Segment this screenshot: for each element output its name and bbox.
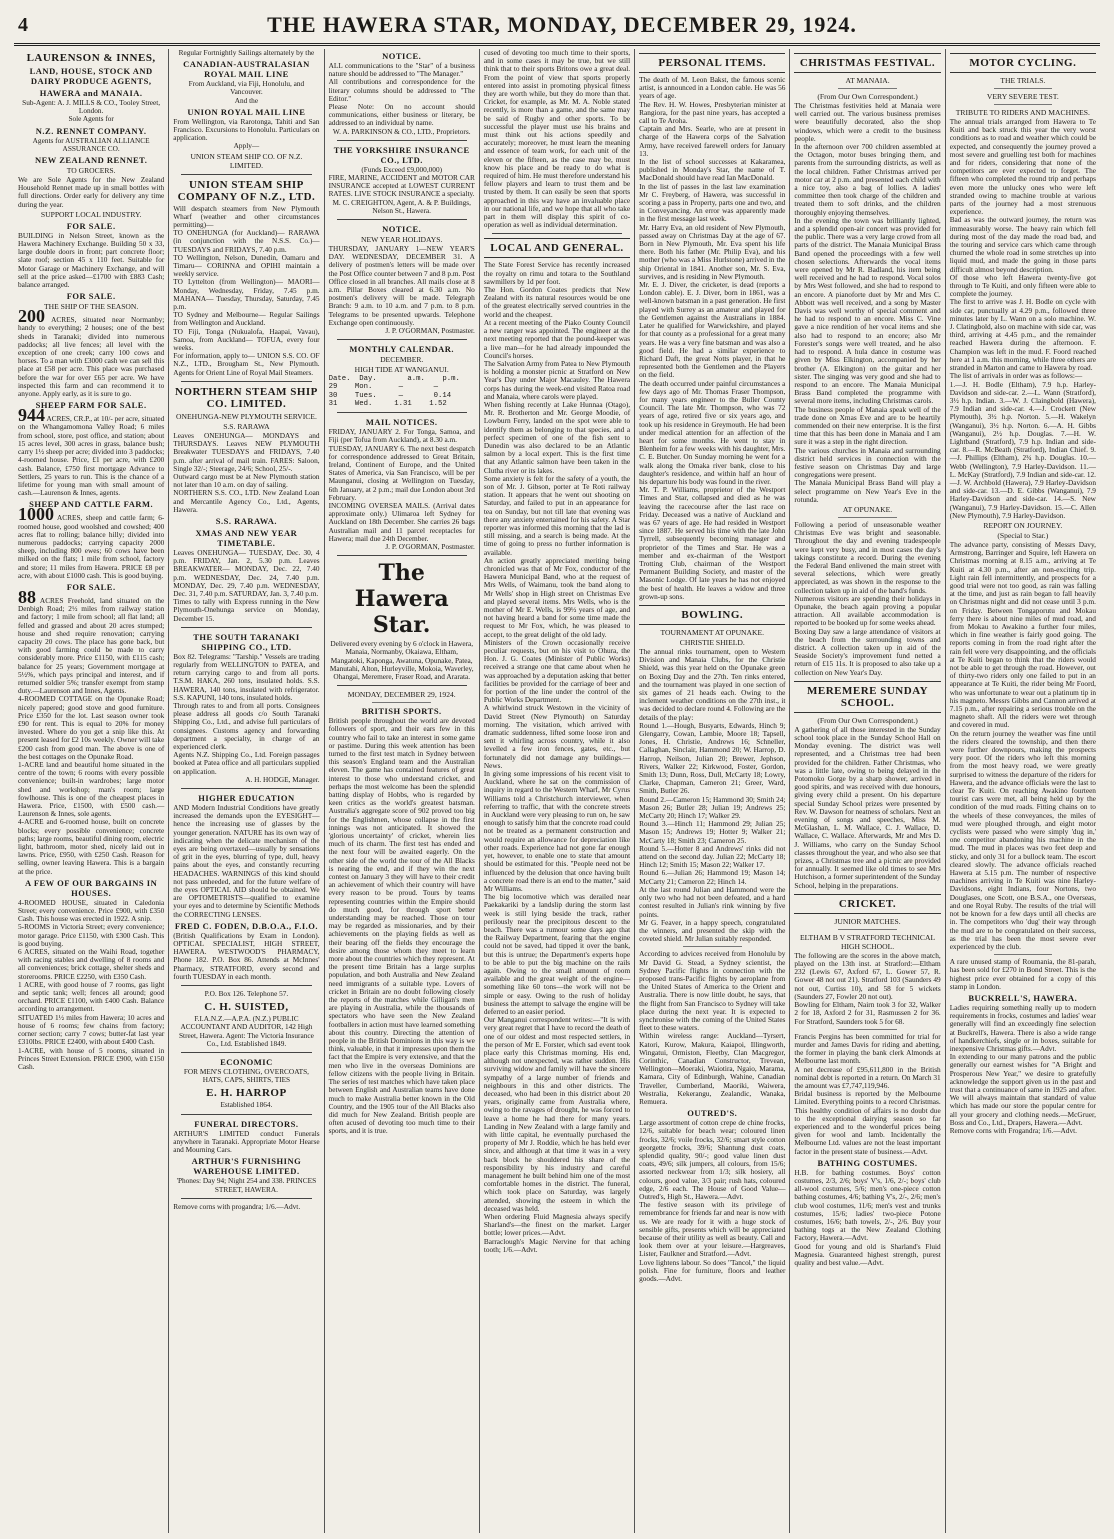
calendar-heading: MONTHLY CALENDAR. [349,344,455,355]
ad-text: ACRES, sheep and cattle farm; 6-roomed house, good woolshed and cowshed; 400 acres flat to rolling; balance hilly; divided into numerous paddocks; carrying capacity 2000 sheep, including 800 ewes; 60 cows have been milked on the flats; 1 mile from school, factory and store; 11 miles from Hawera. PRICE £8 per acre, with about £1000 cash. This is good buying. [18,513,165,580]
ad-text: Regular Fortnightly Sailings alternately by the [178,49,315,57]
news-item: The Hon. Gordon Coates predicts that New Zealand with its natural resources would be one of the greatest electrically served countries in the world and the cheapest. [483,285,631,319]
section-heading: SHEEP FARM FOR SALE. [35,400,147,411]
ad-heading: CANADIAN-AUSTRALASIAN ROYAL MAIL LINE [183,59,310,80]
ad-text: And the [234,95,259,105]
ad-text: TO Fiji, Tonga (Nukualofa, Haapai, Vavau), Samoa, from Auckland— TOFUA, every four weeks. [173,326,320,353]
news-item: In the list of school successes at Kakaramea, published in Monday's Star, the name of T. MacDonald should have read Ian MacDonald. [639,157,786,183]
notice-heading: NOTICE. [382,224,422,235]
column-7 [946,49,1100,1533]
news-item: Captain and Mrs. Searle, who are at present in charge of the Hawera corps of the Salvation Army, have received farewell orders for January 13. [639,124,786,158]
tide-row: 29 Mon. — — [328,383,439,392]
tide-table-head: Date. Day. a.m. p.m. [328,375,460,384]
ad-text: M. C. CREIGHTON, Agent, A. & P. Buildings, Nelson St., Hawera. [332,197,471,215]
section-heading: FOR SALE. [66,220,116,231]
ad-number: 1000 [18,504,54,525]
ad-heading: THE YORKSHIRE INSURANCE CO., LTD. [333,144,470,165]
divider [181,627,311,628]
ad-text: 4-ACRE and 6-roomed house, built on concrete blocks; every possible convenience; concrete paths; large rooms, beautiful dining room, electric light, bathroom, motor shed, nicely laid out in lawns. Price, £950, with £250 Cash. Reason for selling, owner leaving Hawera. This is a bargain at the price. [18,817,165,876]
news-item: An action greatly appreciated meriting being chronicled was that of Mr Fox, conductor of the Hawera Municipal Band, who at the request of Mrs Wells, of Waimanu, took the band along to Mr Wells' shop in High street on Christmas Eve and played several items. Mrs Wells, who is the mother of Mr E. Wells, is 99½ years of age, and not having heard a band for some time made the request to Mr Fox, which, he was pleased to accept, to the great delight of the old lady. [483,555,631,639]
divider [181,381,311,382]
news-item: Mr G. Feaver, in a happy speech, congratulated the winners, and presented the skip with the coveted shield. Mr Julian suitably responded. [639,917,786,944]
ad-text: Outward cargo must be at New Plymouth station not later than 10 a.m. on day of sailing. [173,471,320,490]
news-item: The big locomotive which was derailed near Paekakariki by a landslip during the storm last week is still lying beside the track, rather perilously near the precipitous descent to the beach. There was a rumour some days ago that the Railway Department, fearing that the engine could not be saved, had tipped it over the bank, but this is untrue; the Department's experts hope to be able to put the big machine on the rails again. Owing to the small amount of room available and the great weight of the engine—something like 60 tons—the work will not be simple or easy. Owing to the rush of holiday business the attempt to salvage the engine will be deferred to an easier period. [483,892,631,1016]
divider [994,104,1053,105]
section-heading: MEREMERE SUNDAY SCHOOL. [794,681,940,713]
ad-heading: BUCKRELL'S, HAWERA. [968,992,1078,1003]
divider [838,517,897,518]
ad-heading: NORTHERN STEAM SHIP CO. LIMITED. [174,385,318,410]
section-subheading: AT OPUNAKE. [842,504,893,514]
ad-laurenson-place: HAWERA and MANAIA. [39,88,143,98]
section-heading: PERSONAL ITEMS. [639,53,785,73]
ad-text: AND Modern Industrial Conditions have greatly increased the demands upon the EYESIGHT—hence the increasing use of glasses by the younger generation. NATURE has its own way of indicating when the delicate mechanism of the eyes are being overtaxed—usually by sensations of grit in the eyes, blurring of type, dull, heavy pains about the eyes, and constantly recurring HEADACHES. WARNINGS of this kind should not pass unheeded, and for the future welfare of the eyes OPTICAL AID should be obtained. We are OPTOMETRISTS—qualified to examine your eyes and to determine by Scientific Methods the CORRECTING LENSES. [173,803,320,919]
divider [994,88,1053,89]
ad-text: BUILDING in Nelson Street, known as the Hawera Machinery Exchange. Building 50 x 33, large double doors in front; part concrete floor; slate roof; section 45 x 110 feet. Suitable for Motor Garage or Machinery Exchange, and will sell at the price asked—£1700 with £883 Cash; balance arranged. [18,230,165,290]
news-item: The Manaia Municipal Brass Band will play a select programme on New Year's Eve in the rotunda. [794,478,941,504]
ad-text: SITUATED 1½ miles from Hawera; 10 acres and house of 6 rooms; few chains from factory; corner section; carry 7 cows; butter-fat last year £310lbs. PRICE £2400, with about £400 Cash. [18,1012,165,1047]
news-item: The death occurred under painful circumstances a few days ago of Mr. Thomas Fraser Thompson, for many years engineer to the Buller County Council. The late Mr. Thompson, who was 72 years of age, retired five or six years ago, and took up his residence in Greymouth. He had been under medical attention for an affection of the heart for some months. He went to stay in Blenheim for a few weeks with his daughter, Mrs. C. E. Butcher. On Sunday morning he went for a walk along the Omaka river bank, close to his daughter's residence, and within half an hour of his departure his body was found in the river. [639,378,786,486]
ad-heading: S.S. RARAWA. [215,515,278,526]
news-item: The State Forest Service has recently increased the royalty on rimu and totara to the Southland sawmillers by 1d per foot. [483,260,631,286]
news-item: Ministers of the Crown occasionally receive peculiar requests, but on his visit to Ohura, the Hon. J. G. Coates (Minister of Public Works) received a strange one that came about when he was approached by a deputation asking that better facilities be provided for the carriage of beer and for portion of the line under the control of the Public Works Department. [483,637,631,705]
section-subheading: REPORT ON JOURNEY. [983,520,1063,530]
divider [337,555,467,556]
ad-heading: FUNERAL DIRECTORS. [194,1118,299,1129]
news-item: The death of M. Leon Bakst, the famous scenic artist, is announced in a London cable. He was 56 years of age. [639,75,786,101]
section-heading: FOR SALE. [66,581,116,592]
notice-text: All contributions and correspondence for the literary columns should be addressed to "The Editor." [328,77,475,103]
ad-text: Large assortment of cotton crepe de chine frocks, 12/6, suitable for beach wear; coloured linen frocks, 32/6; voile frocks, 32/6; smart style cotton georgette frocks, 39/6; Shantung dust coats, splendid quality, 90/-; good value linen dust coats, 49/6; silk jumpers, all colours, from 15/6; assorted neckwear from 1/3; silk hosiery, all colours, good value, 3/3 pair; rush hats, coloured edge, 2/6 each. The House of Good Value—Outred's, High St., Hawera.—Advt. [639,1118,786,1201]
news-item: The following are the scores in the above match, played on the 13th inst. at Stratford:—Eltham 232 (Lewis 67, Axford 67, L. Gower 57, R. Gower 48 not out 21). Stratford 103 (Saunders 49 not out, Curtiss 10), and 58 for 5 wickets (Saunders 27, Fowler 20 not out). [794,950,941,1001]
paper-nameplate: The Hawera Star. [354,560,449,639]
news-item: Round 5.—Hotter 8 and Andrews' rinks did not attend on the second day. Julian 22; McCarty 18; Hinch 12; Smith 15; Mason 22; Walker 17. [639,843,786,870]
ad-text: ARTHUR'S LIMITED conduct Funerals anywhere in Taranaki. Appropriate Motor Hearse and Mourning Cars. [173,1128,320,1155]
ad-number: 200 [18,306,45,327]
section-subheading: TOURNAMENT AT OPUNAKE. [660,628,765,637]
news-item: The business people of Manaia speak well of the trade done on Xmas Eve and are to be heartily commended on their new enterprise. It is the first time that this has been done in Manaia and I am sure it was a step in the right direction. [794,404,941,447]
news-item: Round 6.—Julian 26; Hammond 19; Mason 14; McCarty 21; Cameron 22; Hinch 14. [639,868,786,886]
notice-text: ALL communications to the "Star" of a business nature should be addressed to "The Manager." [328,61,475,79]
section-subheading: ELTHAM B V STRATFORD TECHNICAL HIGH SCHOOL. [799,932,936,951]
ad-text: TO Wellington, Nelson, Dunedin, Oamaru and Timaru— CORINNA and OPIHI maintain a weekly service. [173,252,320,279]
section-subheading: THE TRIALS. [1000,76,1046,85]
notice-text: THURSDAY, JANUARY 1—NEW YEAR'S DAY. WEDNESDAY, DECEMBER 31. A delivery of postmen's letters will be made over the Post Office counter between 7 and 8 p.m. Post Office closed in all branches. All mails close at 8 a.m. Pillar Boxes cleared at 6.30 a.m. No postmen's delivery will be made. Telegraph Branch: 9 a.m. to 10 a.m. and 7 p.m. to 8 p.m. Telegrams to be presented upwards. Telephone Exchange open continuously. [328,244,475,327]
mail-text: INCOMING OVERSEA MAILS. (Arrival dates approximate only.) Ulimaroa left Sydney for Auckland on 18th December. She carries 26 bags Australian mail and 11 parcel receptacles for Hawera; mail due 24th December. [328,500,475,543]
ad-heading: ECONOMIC [220,1057,273,1068]
ad-subheading: S.S. RARAWA [223,421,270,431]
divider [181,788,311,789]
ad-text: F.I.A.N.Z.—A.P.A. (N.Z.) PUBLIC ACCOUNTANT AND AUDITOR, 142 High Street, Hawera. Agent: The Victoria Insurance Co., Ltd. Established 1849. [179,1014,314,1048]
divider [181,1052,311,1053]
tide-heading: HIGH TIDE AT WANGANUI. [354,365,449,375]
ad-heading: UNION STEAM SHIP COMPANY OF N.Z., LTD. [177,178,316,203]
divider [181,174,311,175]
divider [181,1114,311,1115]
ad-heading: FRED C. FODEN, D.B.O.A., F.I.O. [174,920,318,931]
ad-laurenson-support: SUPPORT LOCAL INDUSTRY. [40,209,142,219]
news-item: The annual rinks tournament, open to Western Division and Manaia Clubs, for the Christie Shield, was this year held on the Opunake green on Boxing Day and the 27th. Ten rinks entered, and the tournament was played in one section of six games of 21 heads each. Owing to the inclement weather conditions on the 27th inst., it was decided to declare round 4. Following are the details of the play: [639,647,786,722]
ad-text: 1 ACRE, with good house of 7 rooms, gas light and septic tank; well; fences all around; good orchard. PRICE £1100, with £400 Cash. Balance according to arrangement. [18,979,165,1014]
divider [994,954,1053,955]
news-item: Of those who left Hawera twenty-five got through to Te Kuiti, and only fifteen were able to complete the journey. [949,272,1096,299]
ad-heading: BATHING COSTUMES. [817,1157,918,1168]
news-item: The Rev. H. W. Howes, Presbyterian minister at Rangiora, for the past nine years, has accepted a call to Te Aroha. [639,99,786,126]
ad-text: TO ONEHUNGA (for Auckland)— RARAWA (in conjunction with the N.S.S. Co.)— TUESDAYS and FRIDAYS, 7.40 p.m. [173,228,320,254]
section-heading: CRICKET. [794,894,940,914]
ad-laurenson-nzrennet: NEW ZEALAND RENNET. [34,155,148,166]
column-4 [480,49,635,1533]
correspondent-note: (From Our Own Correspondent.) [817,92,918,101]
ad-subheading: ONEHUNGA-NEW PLYMOUTH SERVICE. [175,411,317,421]
section-subheading: THE SHIP OF THE SEASON. [43,302,139,312]
ad-heading: OUTRED'S. [687,1108,738,1119]
editorial-heading: BRITISH SPORTS. [361,706,442,717]
news-item: The Christmas festivities held at Manaia were well carried out. The various business premises were beautifully decorated, also the shop windows, which were a credit to the business people. [794,101,941,143]
ad-text: Bridal business is reported by the Melbourne Limited. Everything points to a record Christmas. This healthy condition of affairs is no doubt due to the exceptional dairying season so far experienced and to the wonderful prices being given for wool and lamb. Incidentally the Melbourne Ltd. values are not the least important factor in the present state of business.—Advt. [794,1089,941,1156]
ad-text: FIRE, MARINE, ACCIDENT and MOTOR CAR INSURANCE accepted at LOWEST CURRENT RATES. LIVE STOCK INSURANCE a specialty. [328,173,475,199]
ad-text: Box 82. Telegrams: "Tarship." Vessels are trading regularly from WELLINGTON to PATEA, and return carrying cargo to and from all ports. T.S.M. HAKA, 260 tons, insulated holds. S.S. HAWERA, 140 tons, insulated with refrigerator. S.S. KAPUNI, 140 tons, insulated holds. [173,651,320,702]
news-item: Round 3.—Hinch 11; Hammond 29; Julian 25; Mason 15; Andrews 19; Hotter 9; Walker 21; McCarty 18; Smith 23; Cameron 25. [639,819,786,845]
ad-text: Agents N.Z. Shipping Co., Ltd. Foreign passages booked at Patea office and all particulars supplied on application. [173,750,320,776]
news-item: A whirlwind struck Westown in the vicinity of David Street (New Plymouth) on Saturday morning. The visitation, which arrived with dramatic suddenness, lifted some loose iron and sent it whirling across country, while it also levelled a few iron fences, gates, etc., but fortunately did not damage any buildings.—News. [483,703,631,770]
ad-text: (British Qualifications by Exam in London). OPTICAL SPECIALIST, HIGH STREET, HAWERA. WESTWOOD'S PHARMACY, Phone 182. P.O. Box 86. Attends at McInnes' Pharmacy, STRATFORD, every second and fourth TUESDAY in each month. [173,930,320,981]
ad-laurenson-head: LAURENSON & INNES, [26,52,156,64]
section-heading: LOCAL AND GENERAL. [484,238,630,258]
divider [838,88,897,89]
ad-text: H.B. for bathing costumes. Boys' cotton costumes, 2/3, 2/6; boys' V's, 1/6, 2/-; boys' club all-wool costumes, 5/6; men's one-piece cotton bathing costumes, 4/6; bathing V's, 2/-, 2/6; men's club wool costumes, 11/6; men's vest and trunks costumes, 15/6; ladies' two-piece Potone costumes, 16/6; bath towels, 2/-, 2/6. Buy your bathing togs at the New Zealand Clothing Factory, Hawera.—Advt. [794,1167,941,1243]
ad-text: In extending to our many patrons and the public generally our earnest wishes for "A Bright and Prosperous New Year," we desire to gratefully acknowledge the support given us in the past and trust that a continuance of same in 1925 and after. We will always maintain that standard of value which has made our store the popular centre for all your grocery and clothing needs.—McGruer, Boss and Co., Ltd., Drapers, Hawera.—Advt. [949,1052,1096,1127]
ad-text: Remove corns with progandra; 1/6.—Advt. [173,1201,301,1211]
news-item: In the afternoon over 700 children assembled at the Octagon, motor buses bringing them, and parents from the surrounding districts, as well as the local children. Father Christmas arrived per motor car at 2 p.m. and presented each child with a nice toy, also a bag of lollies. A ladies' committee then took charge of the children and treated them to soft drinks, and the children thoroughly enjoying themselves. [794,142,941,217]
correspondent-note: (Special to Star.) [997,530,1049,540]
section-heading: FOR SALE. [66,291,116,302]
divider [838,929,897,930]
column-3 [325,49,480,1533]
editorial-date: MONDAY, DECEMBER 29, 1924. [347,690,456,700]
ad-text: The festive season with its privilege of remembrance for friends far and near is now with us. We are ready for it with a huge stock of sensible gifts, presents which will be appreciated because of their utility as well as beauty. Call and look them over at your leisure.—Hargreaves, Lister, Faulkner and Stratford.—Advt. [639,1200,786,1259]
notice-heading: NOTICE. [382,51,422,61]
divider [337,140,467,141]
ad-text: 4-ROOMED COTTAGE on the Opunake Road; nicely papered; good stove and good furniture. Price £350 for the lot. Last season owner took £90 for rent. This is equal to 20% for money invested. Where do you get a snip like this. At present leased for £2 10s weekly. Owner will take £200 cash from good man. The above is one of the best cottages on the Opunake Road. [18,694,165,761]
ad-heading: C. H. SUISTED, [204,1001,289,1014]
news-item: A net decrease of £95,611,800 in the British nominal debt is reported in a return. On March 31 the amount was £7,747,119,946. [794,1064,941,1090]
ad-text: Established 1864. [220,1100,273,1110]
ad-text: From Wellington, via Rarotonga, Tahiti and San Francisco. Excursions to Honolulu. Particulars on application. [173,116,320,143]
divider [337,412,467,413]
ad-text: Good for young and old is Sharland's Fluid Magnesia. Guaranteed highest strength, purest quality and best value.—Advt. [794,1241,941,1267]
divider [372,702,431,703]
divider [337,219,467,220]
editorial-text: cused of devoting too much time to their sports, and in some cases it may be true, but we still think that to their sports Britons owe a great deal. From the point of view that sports properly entered into assist in promoting physical fitness they are worth while, but they do more than that. Cricket, for example, as Mr. M. A. Noble stated recently, is more than a game, and the same may be said of Rugby and other sports. To be successful the player must use his brains and must think out his actions speedily and accurately; moreover, he must learn the meaning and essence of team work, for each unit of the eleven or the fifteen, as the case may be, must know his place and be ready to do what is required of him. He must therefore understand his fellow players and learn to trust them and be trusted by them. It can easily be seen that sports approached in this way have an invaluable place in our national life, and we hope that all who take part in them will display this spirit of co-operation as well as individual determination. [483,49,631,230]
notice-signature: J. P. O'GORMAN, Postmaster. [385,326,475,336]
editorial-text: British people throughout the world are devoted followers of sport, and their ears few in this country who fail to take an interest in some game or pastime. During this week attention has been turned to the first test match in Sydney between this season's England team and the Australian eleven. The game has contained features of great interest to those who understand cricket, and perhaps the most welcome has been the splendid batting display of Hobbs, who is regarded by keen critics as the world's greatest batsman. Australia's aggregate score of 902 proved too big for the Englishmen, whose collapse in the first innings was not anticipated. It showed the 'glorious uncertainty' of cricket, wherein lies much of its charm. The first test has ended and the next four will be awaited eagerly. On the other side of the world the tour of the All Blacks is nearing the end, and if they win the next contest on January 3 they will have to their credit an achievement of which their country will have every reason to be proud. Tours by teams representing countries within the Empire should do much good, for through sport better understanding may be reached. Those on tour may be regarded as missionaries, and by their achievements on the playing fields as well as their bearing off the fields they encourage the desire among those whom they meet to learn more about the countries which they represent. At the present time Britain has a large surplus population, and both Australia and New Zealand need immigrants of a suitable type. Lovers of cricket in Britain are no doubt following closely the reports of the matches while Gilligan's men are playing in Australia, while the thousands of spectators who have seen the New Zealand footballers in action must have learned something about this country. Directing the attention of people in the British Dominions in this way is we think, valuable, in that it impresses upon them the fact that the Empire is very extensive, and that the men who live in the overseas Dominions are fellow citizens with the people living in Britain. The series of test matches which have taken place between English and Australian teams have done much to make Australia better known in the Old Country, and the 1905 tour of the All Blacks also did much for New Zealand. British people are often acused of devoting too much time to their sports, and it is true. [328,716,475,1136]
divider [683,946,742,947]
correspondent-note: (From Our Own Correspondent.) [817,715,918,725]
divider [181,1198,311,1199]
ad-text: (Funds Exceed £9,000,000) [361,164,443,174]
ad-heading: HIGHER EDUCATION [198,793,295,803]
ad-text: Apply— [233,141,260,151]
news-item: When fishing recently at Lake Hunnaa (Otago), Mr. R. Brotherton and Mr. George Moodie, of Lowburn Ferry, landed on the spot were able to identify them as belonging to that species, and a perfect specimen of one of the fish sent to Dunedin was also declared to be an Atlantic salmon by a local expert. This is the first time that any Atlantic salmon have been taken in the Clutha river or its lakes. [483,399,631,475]
news-item: A rare unused stamp of Roumania, the 81-parah, has been sold for £270 in Bond Street. This is the highest price ever obtained for a copy of this stamp in London. [949,957,1096,991]
ad-heading: ARTHUR'S FURNISHING WAREHOUSE LIMITED. [191,1156,302,1177]
ad-subheading: UNION STEAM SHIP CO. OF N.Z. LIMITED. [190,151,303,170]
ad-text: Remove corns with Frogandra; 1/6.—Advt. [949,1125,1077,1135]
news-item: Our Manganui correspondent writes:—"It is with very great regret that I have to record the death of one of our oldest and most respected settlers, in the person of Mr E. Forster, which sad event took place early this Christmas morning. His end, although not unexpected, was rather sudden. His surviving widow and family will have the sincere sympathy of a large number of friends and neighbours in this and other districts. The deceased, who had been in this district about 20 years, originally came from Australia where, owing to the ravages of drought, he was forced to leave a home he had there for many years. Landing in New Zealand with a large family and with little capital, he eventually purchased the property of Mr J. Roddie, which he has held ever since, and although at that time it was in a very back block he shouldered his share of the responsibility by his industry and careful management he built behind him one of the most comfortable homes in the district. The funeral, which took place on Saturday, was largely attended, showing the esteem in which the deceased was held. [483,1015,631,1213]
ad-laurenson-assurance: Agents for AUSTRALIAN ALLIANCE ASSURANCE CO. [32,135,150,153]
news-item: Round 2.—Cameron 15; Hammond 30; Smith 24; Mason 26; Butler 28; Julian 19; Andrews 25; McCarty 20; Hinch 17; Walker 29. [639,794,786,821]
ad-laurenson-rennet: N.Z. RENNET COMPANY. [35,125,147,136]
ad-text: Leaves ONEHUNGA— MONDAYS and THURSDAYS. Leaves NEW PLYMOUTH Breakwater TUESDAYS and FRIDAYS, 7.40 p.m. after arrival of mail train. FARES: Saloon, Single 32/-; Steerage, 24/6; School, 25/-. [173,430,320,473]
section-heading: CHRISTMAS FESTIVAL. [794,53,940,73]
news-item: Some anxiety is felt for the safety of a youth, the son of Mr. J. Gibson, porter at Te Roti railway station. It appears that he went out shooting on Saturday, and failed to put in an appearance for tea on Sunday, but not till late that evening was there any anxiety entertained for his safety. A Star reporter was informed this morning that the lad is still missing, and a search is being made. At the time of going to press no further information is available. [483,473,631,557]
tide-row: 30 Tues. — 0.14 [328,391,452,400]
news-item: Mr. E. J. Diver, the cricketer, is dead (reports a London cable). E. J. Diver, born in 1861, was a well-known batsman in a past generation. He first played with Surrey as an amateur and played for the Gentlemen against the Australians in 1884. Later he qualified for Warwickshire, and played for that county as a professional for a great many years. He was a very fine batsman and was also a good field. He had a similar experience to Richard Daft, the great Notts player, in that he represented both the Gentlemen and the Players on the field. [639,280,786,380]
news-item: Within wireless range: Auckland—Tyrsert, Katori, Kurow, Makura, Kaiapoi, Illingworth, Wingatui, Ormiston, Fleetby, Clan Macgregor, Corinthic, Canadian Constructor, Trevean, Wellington—Moeraki, Waiotira, Ngaio, Marama, Kamara, City of Edinburgh, Wahine, Canadian Traveller, Cumberland, Maoriki, Waiwera, Westralia, Kekerangu, Zealandic, Wanaka, Remuera. [639,1031,786,1106]
news-item: Round 1.—Hough, Busyarts, Edwards, Hinch 9; Glengarry, Cowan, Lambie, Moore 18; Tapsell, Jones, H. Christie, Andrews 16; Schneller, Callaghan, Sinclair, Hammond 20; W. Harrop, D. Harrop, Neilson, Julian 20; Brewer, Jephson, Rivers, Walker 22; Kirkwood, Foster, Gordon, Smith 13; Dunn, Ross, Dull, McCarty 18; Lowry, Clarke, Chapman, Cameron 21; Greer, Ward, Smith, Butler 26. [639,720,786,796]
news-item: Barraclough's Magic Nervine for that aching tooth; 1/6.—Advt. [483,1236,631,1254]
paper-delivery: Delivered every evening by 6 o'clock in Hawera, Manaia, Normanby, Okaiawa, Eltham, Mangatoki, Kaponga, Awatuna, Opunake, Patea, Manutahi, Alton, Hurleyville, Mokoia, Waverley, Ohangai, Meremere, Fraser Road, and Ararata. [329,639,474,681]
ad-laurenson-agent: Sub-Agent: A. J. MILLS & CO., Tooley Street, London. [22,98,161,116]
divider [337,339,467,340]
section-heading: SHEEP AND CATTLE FARM. [29,499,154,510]
ad-text: NORTHERN S.S. CO., LTD. New Zealand Loan and Mercantile Agency Co., Ltd., Agents, Hawera. [173,488,320,514]
section-subheading: CHRISTIE SHIELD. [679,638,745,647]
ad-laurenson-sub: LAND, HOUSE, STOCK AND DAIRY PRODUCE AGENTS, [29,66,153,86]
page-number: 4 [18,13,28,36]
divider [181,985,311,986]
notice-subheading: NEW YEAR HOLIDAYS. [361,235,443,245]
ad-text: Will despatch steamers from New Plymouth Wharf (weather and other circumstances permitting)— [173,203,320,230]
ad-laurenson-sole: Sole Agents for [68,114,114,124]
news-item: Following a period of unseasonable weather Christmas Eve was bright and seasonable. Throughout the day and evening tradespeople were kept very busy, and in most cases the day's takings constitute a record. During the evening the Federal Band enlivened the main street with several selections, which were greatly appreciated, as was shown in the response to the collection taken up in aid of the band's funds. [794,519,941,595]
ad-text: For information, apply to— UNION S.S. CO. OF N.Z., LTD., Brougham St., New Plymouth. Agents for Orient Line of Royal Mail Steamers. [173,351,320,377]
column-5 [635,49,790,1533]
column-1 [14,49,169,1533]
ad-text: 1-ACRE land and beautiful home situated in the centre of the town; 6 rooms with every possible convenience; built-in wardrobes; large motor shed and workshop; man's room; large fowlhouse. This is one of the cheapest places in Hawera. Price, £1500, with £500 cash.—Laurenson & Innes, sole agents. [18,760,165,819]
ad-text: Leaves ONEHUNGA— TUESDAY, Dec. 30, 4 p.m. FRIDAY, Jan. 2, 5.30 p.m. Leaves BREAKWATER— MONDAY, Dec. 22, 7.40 p.m. WEDNESDAY, Dec. 24, 7.40 p.m. MONDAY, Dec. 29, 7.40 p.m. WEDNESDAY, Dec. 31, 7.40 p.m. SATURDAY, Jan. 3, 7.40 p.m. [173,547,320,598]
news-item: Mr. Harry Eva, an old resident of New Plymouth, passed away on Christmas Day at the age of 67. Born in New Plymouth, Mr. Eva spent his life there. Both his father (Mr. Philip Eva), and his mother (who was a Miss Hurlstone) arrived in the ship Oriental in 1841. Another son, Mr. S. Eva, survives, and is residing in New Plymouth. [639,222,786,281]
ad-text: Love lightens labour. So does "Tancol," the liquid polish. Fine for furniture, floors and leather goods.—Advt. [639,1257,786,1284]
section-subheading: AT MANAIA. [845,76,890,85]
divider [492,233,622,234]
ad-text: Times to tally with Express running in the New Plymouth-Onehunga service on Monday, December 15. [173,597,320,623]
mail-heading: MAIL NOTICES. [365,417,438,428]
mail-text: FRIDAY, JANUARY 2. For Tonga, Samoa, and Fiji (per Tofua from Auckland), at 8.30 a.m. [328,427,475,445]
news-item: On the return journey the weather was fine until the riders cleared the township, and then there were further downpours, making the prospects very poor. Of the riders who left this morning from the most heavy road, we were greatly surprised to witness the departure of the riders for Hawera, and the advance officials were the last to clear Te Kuiti. On reaching Awakino fourteen tourist cars were met, all being held up by the condition of the mud roads. Fitting chains on to the wheels of these conveyances, the miles of mud were ploughed through, and eight motor cyclists were passed who were simply 'dug in,' one competitor abandoning his machine in the mud. The mud in places was two feet deep and sticky, and only 31 for a bullock team. The escort cleared slowly. The advance officials reached Hawera at 5.15 p.m. The number of respective machines arriving in Te Kuiti was nine Harley-Davidsons, eight Indians, four Nortons, two Douglases, one Scott, one B.S.A., one Overseas, and one Royal Ruby. The results of the trial will not be known for a few days until all checks are in. The competitors who 'dug' their way through the mud are to be congratulated on their success, as the trial has been the most severe ever experienced by the club. [949,728,1096,951]
news-item: The first to arrive was J. H. Bodle on cycle with side car, punctually at 4.29 p.m., followed three minutes later by L. Wann on a solo machine. W. J. Clatingbold, also on machine with side car, was third, arriving at 4.45 p.m., and the remainder reached Hawera during the afternoon. F. Champion was left in the mud. F. Foord reached here at 1 a.m. this morning, while three others are stranded in Marton and came to Hawera by road. [949,297,1096,373]
ad-laurenson-grocers: TO GROCERS. [66,166,116,176]
calendar-month: DECEMBER. [380,355,424,365]
ad-text: We are Sole Agents for the New Zealand Household Rennet made up in small bottles with full directions. Order early for delivery any time during the year. [18,175,165,209]
ad-text: Ladies requiring something really up to modern requirements in frocks, costumes and ladies' wear generally will find an exceedingly fine selection at Buckrell's, Hawera. There is also a wide range of handkerchiefs, single or in boxes, suitable for inexpensive Christmas gifts.—Advt. [949,1002,1096,1053]
section-subheading: JUNIOR MATCHES. [834,916,901,926]
notice-text: Please Note: On no account should communications, either business or literary, be addressed to an individual by name. [328,102,475,128]
tide-row: 31 Wed. 1.31 1.52 [328,399,447,408]
news-item: The list of arrivals in order was as follows:— [949,371,1083,381]
mail-signature: J. P. O'GORMAN, Postmaster. [385,541,475,551]
ad-text: 1-ACRE, with house of 5 rooms, situated in Princes Street Extension. PRICE £900, with £150 Cash. [18,1045,165,1071]
mail-text: TUESDAY, JANUARY 6. The next best despatch for correspondence addressed to Great Britain, Ireland, Continent of Europe, and the United States of America, via San Francisco, will be per Maunganui, closing at Wellington on Tuesday, 6th January, at 2 p.m.; mail due London about 3rd February. [328,443,475,502]
divider [337,685,467,686]
news-item: Bowling for Eltham, Nairn took 3 for 32, Walker 2 for 18, Axford 2 for 31, Rasmussen 2 for 36. For Stratford, Saunders took 5 for 68. [794,1000,941,1026]
ad-heading: UNION ROYAL MAIL LINE [187,106,306,117]
news-item: The Salvation Army from Patea to New Plymouth is holding a monster picnic at Stratford on New Year's Day under Major Macauley. The Hawera corps has during the week-end visited Ratoa road and Manaia, where carols were played. [483,358,631,401]
newspaper-title: THE HAWERA STAR, MONDAY, DECEMBER 29, 1924. [267,12,857,37]
ad-text: ACRES, situated near Normanby; handy to everything; 2 houses; one of the best sheds in Taranaki; divided into numerous paddocks; all live fences; all level with the exception of one creek; carry 100 cows and horses. To a man with £3000 cash we can sell this place at £58 per acre. This place was purchased before the war for over £65 per acre. We have inspected this farm and can recommend it to anyone. Apply early, as it is sure to go. [18,315,165,399]
masthead [18,10,1096,40]
news-item: Numerous visitors are spending their holidays in Opunake, the beach again proving a popular attraction. All available accommodation is reported to be booked up for some weeks ahead. [794,593,941,628]
section-heading: MOTOR CYCLING. [950,53,1096,73]
section-subheading: TRIBUTE TO RIDERS AND MACHINES. [955,108,1090,117]
news-item: Francis Pergins has been committed for trial for murder and James Davis for riding and abetting, the former in playing the bank clerk Almonds at Melbourne last month. [794,1031,941,1066]
ad-text: 6 ACRES, situated on the Waihi Road, together with racing stables and dwelling of 8 rooms and all conveniences; brick cottage, shelter sheds and storerooms. PRICE £2250, with £350 Cash. [18,947,165,981]
ad-number: 944 [18,405,45,426]
ad-signature: A. H. HODGE, Manager. [245,774,320,784]
ad-heading: XMAS AND NEW YEAR TIMETABLE. [195,527,298,548]
news-item: In the evening the town was brilliantly lighted, and a splendid open-air concert was provided for the public. There was a very large crowd from all parts of the district. The Manaia Municipal Brass Band opened the proceedings with a few well chosen selections. Afterwards the vocal items were opened by Mr R. Badland, his item being well received and he had to respond. Vocal solos by Mrs West followed, and she had to respond to an encore. A pianoforte duet by Mr and Mrs C. Abbott was well received, and a song by Master Davis was well worthy of special comment and he had to respond to an encore. Miss C. Vine gave a nice rendition of her vocal items and she also had to respond to an encore; also Mr Forester's songs were well treated, and he also had to respond. A hula dance in costume was given by Miss Elkington, accompanied by her brother (A. Elkington) on the guitar and her sister. The singing was very good and she had to respond to an encore. The Manaia Municipal Brass Band completed the programme with several more items, including Christmas carols. [794,215,941,406]
section-heading: BOWLING. [639,605,785,625]
columns [14,49,1100,1533]
news-item: A gathering of all those interested in the Sunday school took place in the Sunday School Hall on Monday evening. The district was well represented, and a Christmas tree had been provided for the children. Father Christmas, who was a little late, owing to being delayed in the Potomoko Gorge by a sharp shower, arrived in good spirits, and was received with due honours, giving every child a present. On his departure special Sunday School prizes were presented by Rev. W. Dawson for neatness of scholars. Next an evening of songs and speeches, Miss M. McGlashan, L. M. Wallace, C. J. Wallace, D. Wallace, C. Wallace. Afterwards, Mr and Mrs D. J. Williams, who carry on the Sunday School classes throughout the year, and who also see that prizes, a Christmas tree and a picnic are provided for annually. It seemed like old times to see Mrs Hutchison, a former superintendent of the Sunday School, helping in the preparations. [794,724,941,890]
notice-signature: W. A. PARKINSON & CO., LTD., Proprietors. [332,126,471,136]
news-item: The annual trials arranged from Hawera to Te Kuiti and back struck this year the very worst conditions as to road and weather which could be expected, and consequently the journey proved a most severe and gruelling test both for machines and for riders, considering that none of the competitors are ever expected to forget. The fifteen who completed the round trip and perhaps even more the unlucky ones who were left stranded owing to machine trouble at various parts of the journey had a most strenuous experience. [949,117,1096,217]
news-item: The advance party, consisting of Messrs Davy, Armstrong, Barringer and Squire, left Hawera on Christmas morning at 8.15 a.m., arriving at Te Kuiti at 4.30 p.m., after an non-exciting trip. Light rain fell intermittently, and prospects for a good trial were not too good, as rain was falling at the time, and just as rain began to fall heavily on Christmas night and did not cease until 3 p.m. on Friday. Between Tongaporutu and Mokau ferry there is about nine miles of mud road, and from Mokau to Awakino a further four miles, which in fine weather is fairly good going. The reports coming in from the road right after the rain fell were very disappointing, and the officials at Te Kuiti began to think that the riders would not be able to get through the road. However, out of thirty-two riders only one failed to put in an appearance at Te Kuiti, the rider being Mr Foord, who was unfortunate to wear out a platinum tip in his magneto. Messrs Gibbs and Cannon arrived at 7.15 p.m., after repairing a serious trouble on the magneto shaft. All the riders were wet through and covered in mud. [949,539,1096,730]
news-item: When ordering Fluid Magnesia always specify Sharland's—the finest on the market. Larger bottle; lower prices.—Advt. [483,1212,631,1238]
section-heading: A FEW OF OUR BARGAINS IN HOUSES. [25,877,158,898]
news-item: In giving some impressions of his recent visit to Auckland, where he sat on the commission of inquiry in regard to the Western Wharf, Mr Cyrus Williams told a Christchurch interviewer, when referring to traffic, that with the concrete streets in Auckland were very pleasing to run on, he saw enough to satisfy him that the concrete road could not be treated as a permanent construction and would require an allowance for depreciation like other roads. Experience had not gone far enough yet, however, to enable one to state that amount should be estimated for this. "People need not be influenced by the delusion that once having built a concrete road there is an end to the matter," said Mr Williams. [483,769,631,893]
ad-text: 5-ROOMS in Victoria Street; every convenience; motor garage. Price £1150, with £300 Cash. This is good buying. [18,922,165,948]
ad-text: ACRES, CR.P., at 10/- per acre, situated on the Whangamomona Valley Road; 6 miles from school, store, post office, and station; about 15 acres level, 300 acres in grass, balance bush; carry 1½ sheep per acre; divided into 3 paddocks; 4-roomed house. Price, £1 per acre, with £200 cash. Balance, £750 first mortgage Advance to Settlers, 25 years to run. This is the chance of a lifetime for young man with small amount of cash.—Laurenson & Innes, agents. [18,414,165,498]
ad-text: 'Phones: Day 94; Night 254 and 338. PRINCES STREET, HAWERA. [176,1176,317,1194]
section-subheading: VERY SEVERE TEST. [986,92,1059,101]
ad-text: FOR MEN'S CLOTHING, OVERCOATS, HATS, CAPS, SHIRTS, TIES [183,1067,309,1085]
ad-heading: E. H. HARROP [206,1087,287,1100]
ad-text: TO Lyttelton (from Wellington)— MAORI—Monday, Wednesday, Friday, 7.45 p.m. MAHANA— Tuesday, Thursday, Saturday, 7.45 p.m. [173,277,320,312]
news-item: Bad as was the outward journey, the return was immeasurably worse. The heavy rain which fell during most of the day made the road bad, and the touring and service cars which came through churned the whole road in some stretches up into liquid mud, and made the going in those parts difficult almost beyond description. [949,215,1096,274]
ad-text: 4-ROOMED HOUSE, situated in Caledonia Street; every convenience. Price £900, with £350 Cash. This house was erected in 1922. A snip. [18,897,165,924]
news-item: Mr. T. P. Williams, proprietor of the Westport Times and Star, collapsed and died as he was leaving the racecourse after the last race on Friday. Deceased was a native of Auckland and was 67 years of age. He had resided in Westport since 1887. He served his time with the late John Tyrrell, subsequently becoming manager and proprietor of the Times and Star. He was a member and ex-chairman of the Westport Trotting Club, chairman of the Westport Permanent Building Society, and master of the Masonic Lodge. Of late years he has not enjoyed the best of health. He leaves a widow and three grown-up sons. [639,485,786,601]
ad-text: ACRES Freehold, land situated on the Denbigh Road; 2½ miles from railway station and factory; 1 mile from school; all flat land; all felled and grassed and about 20 acres stumped; house and shed require renovation; carrying capacity 20 cows. The place has gone back, but with good farming could be made to carry considerably more. Price £1150, with £115 cash; balance for 25 years; Government mortgage at 5½%, which pays principal and interest, and if returned soldier 5%; transfer exempt from stamp duty.—Laurenson and Innes, Agents. [18,595,165,696]
ad-heading: THE SOUTH TARANAKI SHIPPING CO., LTD. [193,631,300,652]
news-item: Boxing Day saw a large attendance of visitors at the beach from the surrounding towns and district. A collection taken up in aid of the Seaside Society's improvement fund netted a return of £15 11s. It is proposed to also take up a collection on New Year's Day. [794,626,941,677]
column-2 [169,49,324,1533]
results-list: 1.—J. H. Bodle (Eltham), 7.9 h.p. Harley-Davidson and side-car. 2.—L. Wann (Stratford), 3½ h.p. Indian. 3.—W. J. Claingbold (Hawera), 7.9 Indian and side-car. 4.—J. Crockett (New Plymouth), 3½ h.p. Norton. 5.—H. Wakelyn (Wanganui), 3½ h.p. Norton. 6.—A. H. Gibbs (Wanganui), 2½ h.p. Douglas. 7.—H. W. Lightband (Stratford), 7.9 h.p. Indian and side-car. 8.—R. McBeath (Stratford), Indian Chief. 9.—J. Phillips (Eltham), 2¾ h.p. Douglas. 10.—Webb (Wellington), 7.9 Harley-Davidson. 11.—L. McKay (Stratford), 7.9 Indian and side-car. 12.—J. W. Archbold (Hawera), 7.9 Harley-Davidson and side-car. 13.—D. E. Gibbs (Wanganui), 7.9 Harley-Davidson and side-car. 14.—S. New (Wanganui), 7.9 Harley-Davidson. 15.—C. Allen (New Plymouth), 7.9 Harley-Davidson. [949,379,1096,520]
news-item: According to advices received from Honolulu by Mr David G. Stead, a Sydney scientist, the Sydney Pacific flights in connection with the proposed trans-Pacific flights by aeroplane from the United States of America to the Orient and Australia. There is now little doubt, he says, that the flight from San Francisco to Sydney will take place during the next year. It is expected to synchronise with the coming of the United States fleet to these waters. [639,949,786,1033]
ad-text: Through rates to and from all ports. Consignees please address all goods c/o South Taranaki Shipping Co., Ltd., and advise full particulars of consignees. Customs agency and forwarding department a specialty, in charge of an experienced clerk. [173,700,320,751]
news-item: The various churches in Manaia and surrounding district held services in connection with the festive season on Christmas Day and large congregations were present. [794,445,941,480]
news-item: At the last round Julian and Hammond were the only two who had not been defeated, and a hard contest resulted in Julian's rink winning by five points. [639,884,786,919]
column-6 [790,49,945,1533]
ad-text: TO Sydney and Melbourne— Regular Sailings from Wellington and Auckland. [173,310,320,328]
news-item: At a recent meeting of the Piako County Council a new ranger was appointed. The engineer at the next meeting reported that the pound-keeper was a live man—for he had already impounded the Council's horses. [483,317,631,360]
ad-text: From Auckland, via Fiji, Honolulu, and Vancouver. [188,79,305,97]
ad-text: P.O. Box 126. Telephone 57. [204,989,289,999]
news-item: In the list of passes in the last law examination Mr C. Freyberg, of Hawera, was successful in scoring a pass in Property, parts one and two, and in Conveyancing. An error was apparently made in the first message last week. [639,181,786,224]
masthead-rule [14,43,1100,46]
divider [838,1029,897,1030]
ad-number: 88 [18,586,36,607]
